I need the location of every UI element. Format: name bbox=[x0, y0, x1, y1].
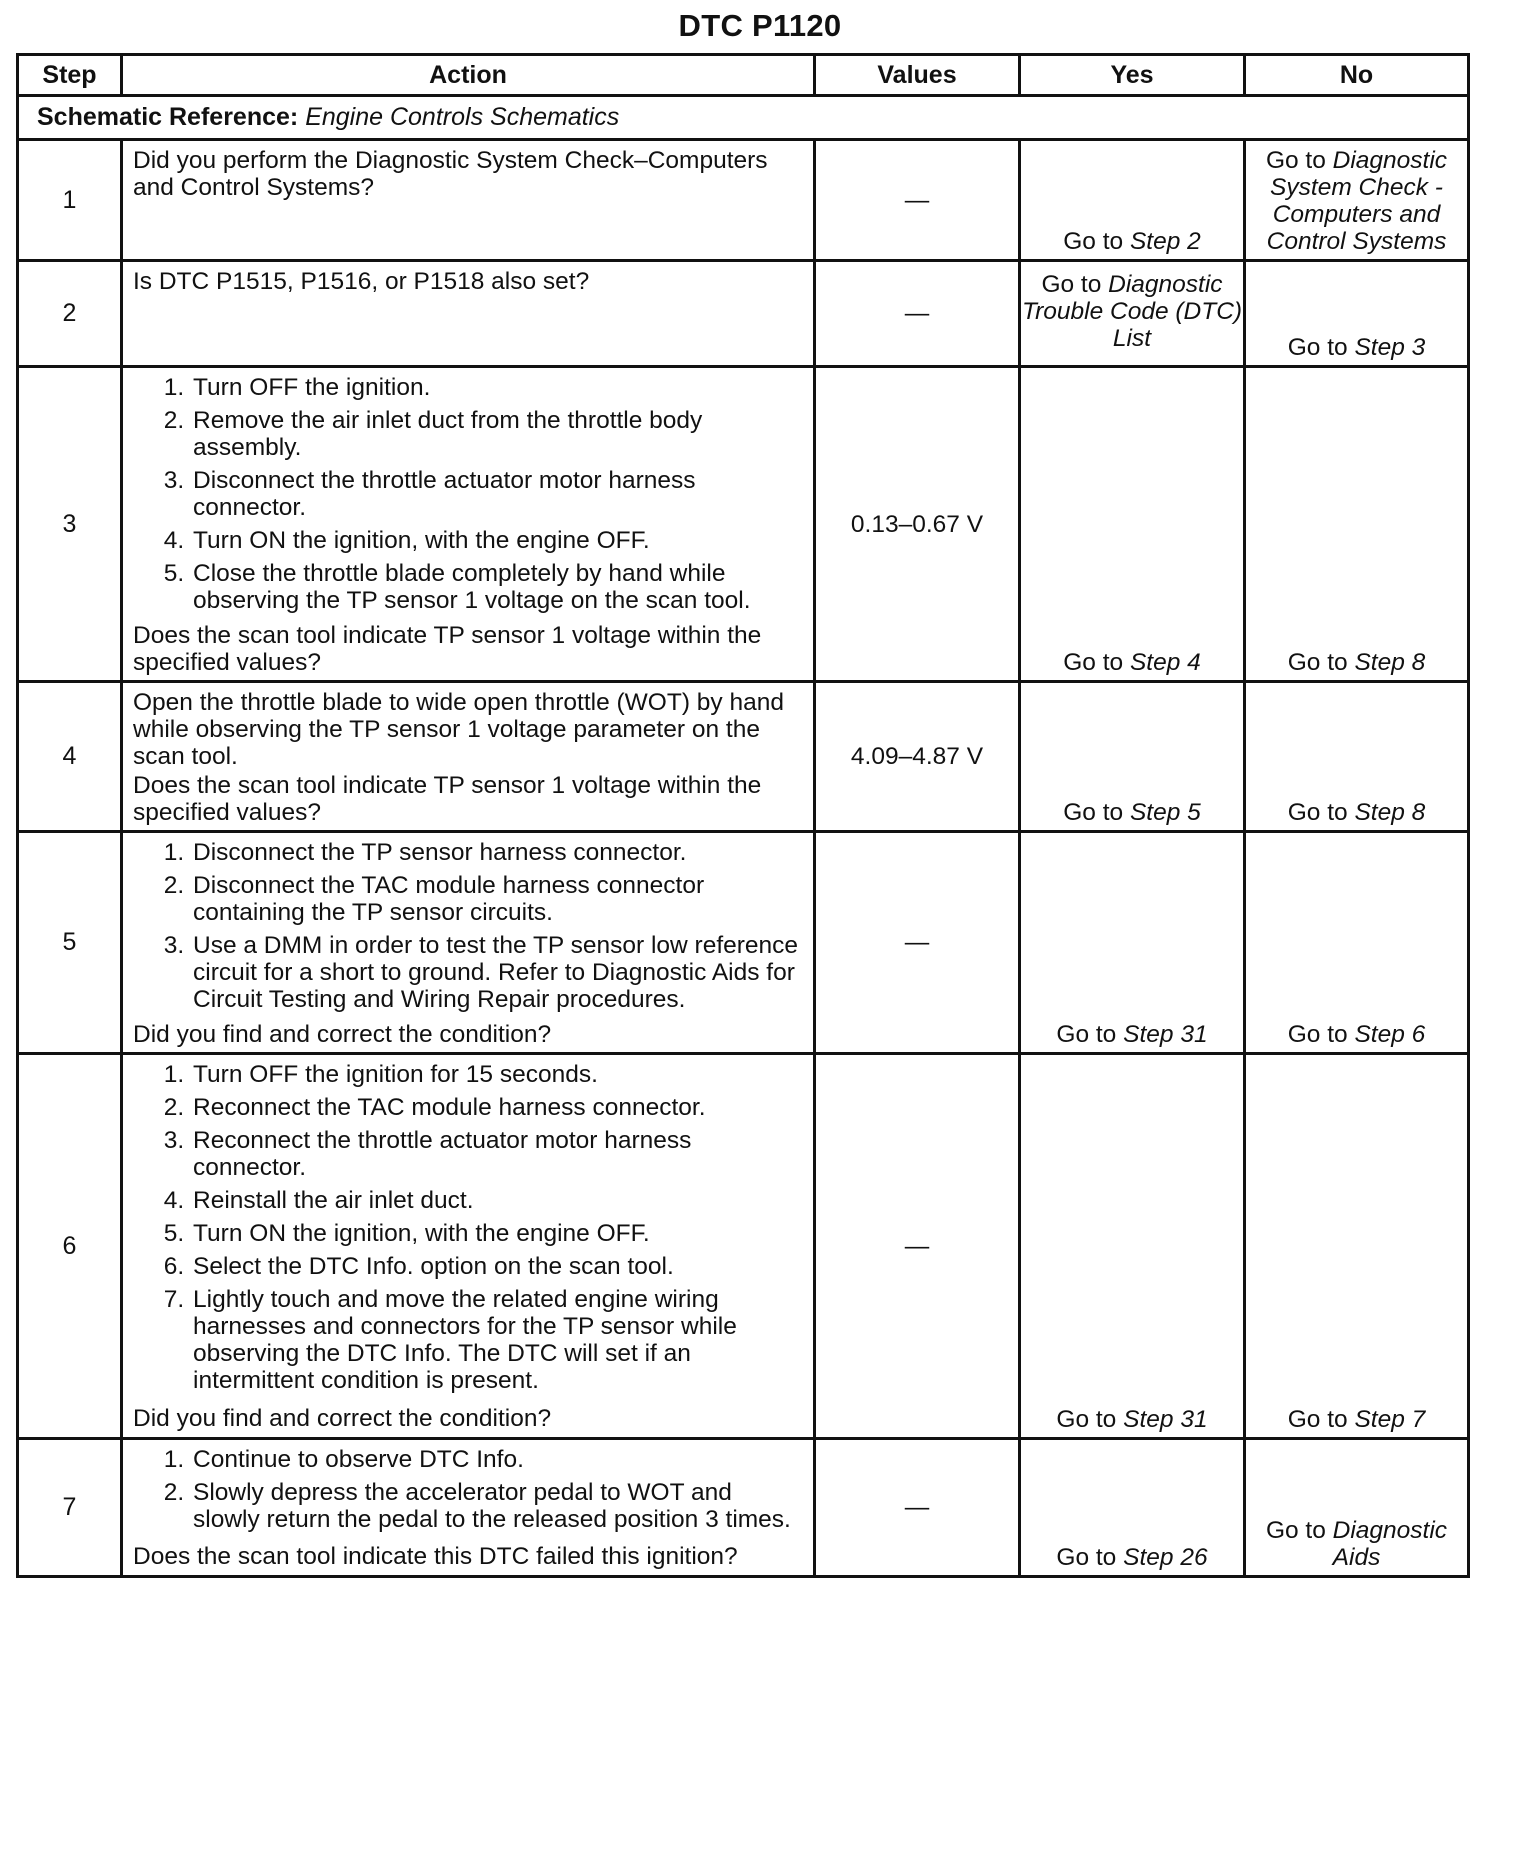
yes-cell bbox=[1020, 367, 1245, 682]
yes-goto-link[interactable]: Diagnostic Trouble Code (DTC) List bbox=[1021, 271, 1243, 352]
no-goto-prefix: Go to bbox=[1287, 1406, 1355, 1433]
action-step-item: 2. Remove the air inlet duct from the throttle body assembly. bbox=[191, 407, 803, 461]
step-row bbox=[18, 682, 1469, 832]
no-goto-link[interactable]: Step 8 bbox=[1354, 799, 1426, 826]
yes-goto-link[interactable]: Step 5 bbox=[1129, 799, 1201, 826]
no-goto-prefix: Go to bbox=[1265, 147, 1333, 174]
action-question: Does the scan tool indicate TP sensor 1 voltage within the specified values? bbox=[133, 622, 762, 676]
document-title: DTC P1120 bbox=[678, 8, 842, 43]
header-yes: Yes bbox=[1020, 55, 1245, 96]
value-cell: — bbox=[815, 832, 1020, 1054]
step-row bbox=[18, 832, 1469, 1054]
schematic-reference-link[interactable]: Engine Controls Schematics bbox=[305, 103, 620, 131]
action-step-item: 4. Turn ON the ignition, with the engine OFF. bbox=[191, 527, 803, 554]
step-row bbox=[18, 1054, 1469, 1439]
no-goto-prefix: Go to bbox=[1287, 799, 1355, 826]
header-action: Action bbox=[122, 55, 815, 96]
action-step-item: 7. Lightly touch and move the related engine wiring harnesses and connectors for the TP sensor while observing the DTC Info. The DTC will set if an intermittent condition is present. bbox=[191, 1286, 803, 1394]
step-row bbox=[18, 1439, 1469, 1577]
header-step: Step bbox=[18, 55, 122, 96]
action-cell bbox=[122, 682, 815, 832]
yes-goto-prefix: Go to bbox=[1041, 271, 1109, 298]
action-step-item: 1. Turn OFF the ignition for 15 seconds. bbox=[191, 1061, 803, 1088]
action-question: Did you find and correct the condition? bbox=[133, 1405, 552, 1432]
yes-goto-link[interactable]: Step 26 bbox=[1123, 1544, 1208, 1571]
no-goto-link[interactable]: Diagnostic Aids bbox=[1332, 1517, 1448, 1571]
no-cell bbox=[1245, 367, 1469, 682]
header-row bbox=[18, 55, 1469, 96]
yes-goto-prefix: Go to bbox=[1063, 649, 1130, 676]
step-number: 7 bbox=[18, 1439, 122, 1577]
action-cell bbox=[122, 832, 815, 1054]
action-step-item: 2. Reconnect the TAC module harness connector. bbox=[191, 1094, 803, 1121]
yes-goto-link[interactable]: Step 2 bbox=[1129, 228, 1201, 255]
no-cell bbox=[1245, 140, 1469, 261]
action-step-item: 3. Use a DMM in order to test the TP sensor low reference circuit for a short to ground. Refer to Diagnostic Aids for Circuit Testing and Wiring Repair procedures. bbox=[191, 932, 803, 1013]
action-step-item: 5. Turn ON the ignition, with the engine OFF. bbox=[191, 1220, 803, 1247]
action-step-item: 1. Disconnect the TP sensor harness connector. bbox=[191, 839, 803, 866]
action-step-list bbox=[133, 374, 803, 620]
yes-cell bbox=[1020, 140, 1245, 261]
step-number: 3 bbox=[18, 367, 122, 682]
yes-goto-prefix: Go to bbox=[1063, 228, 1130, 255]
action-text: Open the throttle blade to wide open throttle (WOT) by hand while observing the TP sensor 1 voltage parameter on the scan tool. bbox=[133, 689, 784, 770]
action-cell bbox=[122, 261, 815, 367]
no-goto-prefix: Go to bbox=[1287, 334, 1355, 361]
step-number: 6 bbox=[18, 1054, 122, 1439]
action-text: Is DTC P1515, P1516, or P1518 also set? bbox=[133, 268, 590, 295]
action-step-item: 5. Close the throttle blade completely by hand while observing the TP sensor 1 voltage on the scan tool. bbox=[191, 560, 803, 614]
value-cell: — bbox=[815, 140, 1020, 261]
action-cell bbox=[122, 367, 815, 682]
action-step-item: 3. Reconnect the throttle actuator motor harness connector. bbox=[191, 1127, 803, 1181]
action-cell bbox=[122, 1439, 815, 1577]
action-step-item: 1. Continue to observe DTC Info. bbox=[191, 1446, 803, 1473]
no-goto-link[interactable]: Step 6 bbox=[1354, 1021, 1426, 1048]
action-question: Does the scan tool indicate TP sensor 1 voltage within the specified values? bbox=[133, 772, 762, 826]
action-text: Did you perform the Diagnostic System Check–Computers and Control Systems? bbox=[133, 147, 768, 201]
yes-goto-link[interactable]: Step 4 bbox=[1129, 649, 1201, 676]
yes-cell bbox=[1020, 682, 1245, 832]
step-number: 5 bbox=[18, 832, 122, 1054]
step-row bbox=[18, 261, 1469, 367]
action-cell bbox=[122, 1054, 815, 1439]
action-step-item: 2. Slowly depress the accelerator pedal to WOT and slowly return the pedal to the released position 3 times. bbox=[191, 1479, 803, 1533]
step-number: 2 bbox=[18, 261, 122, 367]
yes-goto-prefix: Go to bbox=[1063, 799, 1130, 826]
no-goto-link[interactable]: Step 8 bbox=[1354, 649, 1426, 676]
action-question: Does the scan tool indicate this DTC failed this ignition? bbox=[133, 1543, 738, 1570]
action-step-list bbox=[133, 839, 803, 1019]
yes-cell bbox=[1020, 1439, 1245, 1577]
yes-goto-prefix: Go to bbox=[1056, 1406, 1124, 1433]
no-cell bbox=[1245, 1439, 1469, 1577]
no-goto-prefix: Go to bbox=[1265, 1517, 1333, 1544]
yes-goto-prefix: Go to bbox=[1056, 1021, 1124, 1048]
no-goto-prefix: Go to bbox=[1287, 649, 1355, 676]
value-cell: 0.13–0.67 V bbox=[815, 367, 1020, 682]
action-step-list bbox=[133, 1446, 803, 1539]
no-goto-link[interactable]: Step 3 bbox=[1354, 334, 1426, 361]
yes-cell bbox=[1020, 1054, 1245, 1439]
schematic-reference-row bbox=[18, 96, 1469, 140]
action-step-list bbox=[133, 1061, 803, 1400]
no-cell bbox=[1245, 261, 1469, 367]
action-step-item: 1. Turn OFF the ignition. bbox=[191, 374, 803, 401]
no-goto-link[interactable]: Step 7 bbox=[1354, 1406, 1426, 1433]
action-step-item: 4. Reinstall the air inlet duct. bbox=[191, 1187, 803, 1214]
step-row bbox=[18, 367, 1469, 682]
step-number: 4 bbox=[18, 682, 122, 832]
action-step-item: 2. Disconnect the TAC module harness connector containing the TP sensor circuits. bbox=[191, 872, 803, 926]
action-question: Did you find and correct the condition? bbox=[133, 1021, 552, 1048]
no-cell bbox=[1245, 682, 1469, 832]
header-no: No bbox=[1245, 55, 1469, 96]
action-cell bbox=[122, 140, 815, 261]
header-values: Values bbox=[815, 55, 1020, 96]
value-cell: — bbox=[815, 1054, 1020, 1439]
schematic-reference-label: Schematic Reference: bbox=[37, 103, 299, 131]
yes-goto-link[interactable]: Step 31 bbox=[1123, 1406, 1208, 1433]
value-cell: 4.09–4.87 V bbox=[815, 682, 1020, 832]
step-number: 1 bbox=[18, 140, 122, 261]
schematic-reference bbox=[18, 96, 1469, 140]
no-goto-prefix: Go to bbox=[1287, 1021, 1355, 1048]
yes-goto-prefix: Go to bbox=[1056, 1544, 1124, 1571]
yes-cell bbox=[1020, 261, 1245, 367]
action-step-item: 3. Disconnect the throttle actuator motor harness connector. bbox=[191, 467, 803, 521]
yes-cell bbox=[1020, 832, 1245, 1054]
value-cell: — bbox=[815, 1439, 1020, 1577]
action-step-item: 6. Select the DTC Info. option on the scan tool. bbox=[191, 1253, 803, 1280]
no-goto-link[interactable]: Diagnostic System Check - Computers and Control Systems bbox=[1266, 147, 1448, 255]
value-cell: — bbox=[815, 261, 1020, 367]
step-row bbox=[18, 140, 1469, 261]
no-cell bbox=[1245, 1054, 1469, 1439]
no-cell bbox=[1245, 832, 1469, 1054]
yes-goto-link[interactable]: Step 31 bbox=[1123, 1021, 1208, 1048]
diagnostic-table bbox=[16, 53, 1470, 1578]
